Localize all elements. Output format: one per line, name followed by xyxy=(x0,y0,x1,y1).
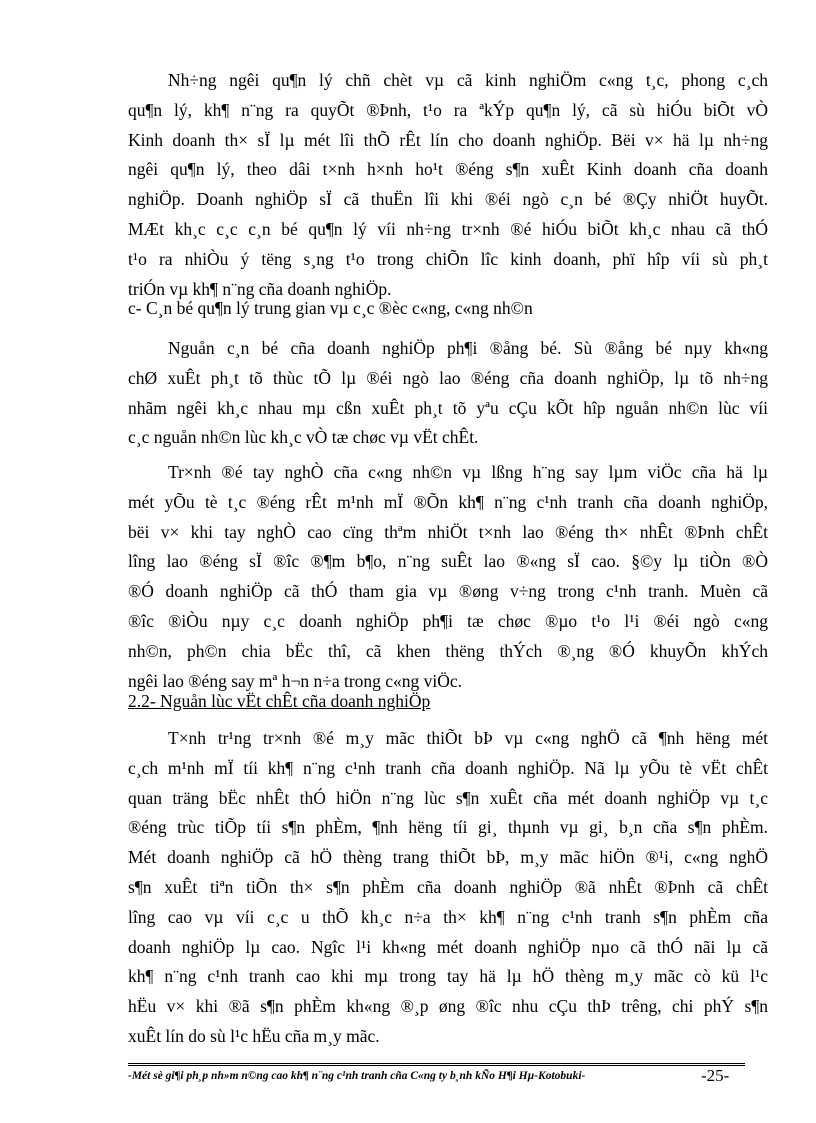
page-number: -25- xyxy=(701,1066,730,1085)
text-line: ®Ó doanh nghiÖp cã thÓ tham gia vµ ®øng v÷ng trong c¹nh tranh. Muèn cã xyxy=(128,581,768,602)
paragraph-worker-skills xyxy=(128,458,768,696)
text-line: nh©n, ph©n chia bËc thî, cã khen thëng thÝch ®¸ng ®Ó khuyÕn khÝch xyxy=(128,640,768,661)
text-line: ®îc ®iÒu nµy c¸c doanh nghiÖp ph¶i tæ chøc ®µo t¹o l¹i ®éi ngò c«ng xyxy=(128,610,768,631)
text-line: Nguån c¸n bé cña doanh nghiÖp ph¶i ®ång bé. Sù ®ång bé nµy kh«ng xyxy=(168,338,768,358)
text-line: qu¶n lý, kh¶ n¨ng ra quyÕt ®Þnh, t¹o ra ªkÝp qu¶n lý, cã sù hiÓu biÕt vÒ xyxy=(128,99,768,120)
text-line: nghiÖp. Doanh nghiÖp sÏ cã thuËn lîi khi ®éi ngò c¸n bé ®Çy nhiÖt huyÕt. xyxy=(128,189,768,210)
text-line: c¸ch m¹nh mÏ tíi kh¶ n¨ng c¹nh tranh cña doanh nghiÖp. Nã lµ yÕu tè vËt chÊt xyxy=(128,757,768,778)
text-line: Mét doanh nghiÖp cã hÖ thèng trang thiÕt bÞ, m¸y mãc hiÖn ®¹i, c«ng nghÖ xyxy=(128,847,768,868)
text-line: t¹o ra nhiÒu ý tëng s¸ng t¹o trong chiÕn lîc kinh doanh, phï hîp víi sù ph¸t xyxy=(128,248,768,269)
text-line: bëi v× khi tay nghÒ cao cïng thªm nhiÖt t×nh lao ®éng th× nhÊt ®Þnh chÊt xyxy=(128,521,768,542)
footer-rule xyxy=(128,1063,745,1066)
text-line: chØ xuÊt ph¸t tõ thùc tÕ lµ ®éi ngò lao ®éng cña doanh nghiÖp, lµ tõ nh÷ng xyxy=(128,367,768,388)
text-line: Nh÷ng ngêi qu¶n lý chñ chèt vµ cã kinh nghiÖm c«ng t¸c, phong c¸ch xyxy=(168,70,768,90)
text-line: lîng cao vµ víi c¸c u thÕ kh¸c n÷a th× kh¶ n¨ng c¹nh tranh s¶n phÈm cña xyxy=(128,906,768,927)
text-line: triÓn vµ kh¶ n¨ng cña doanh nghiÖp. xyxy=(128,278,392,299)
paragraph-key-managers xyxy=(128,66,768,304)
text-line: doanh nghiÖp lµ cao. Ngîc l¹i kh«ng mét doanh nghiÖp nµo cã thÓ nãi lµ cã xyxy=(128,936,768,957)
text-line: quan träng bËc nhÊt thÓ hiÖn n¨ng lùc s¶n xuÊt cña mét doanh nghiÖp vµ t¸c xyxy=(128,787,768,808)
text-line: xuÊt lín do sù l¹c hËu cña m¸y mãc. xyxy=(128,1025,380,1046)
paragraph-staff-sync xyxy=(128,334,768,453)
text-line: Tr×nh ®é tay nghÒ cña c«ng nh©n vµ lßng h¨ng say lµm viÖc cña hä lµ xyxy=(168,462,768,482)
text-line: c¸c nguån nh©n lùc kh¸c vÒ tæ chøc vµ vËt chÊt. xyxy=(128,427,479,448)
text-line: nhãm ngêi kh¸c nhau mµ cßn xuÊt ph¸t tõ yªu cÇu kÕt hîp nguån nh©n lùc víi xyxy=(128,397,768,418)
text-line: Kinh doanh th× sÏ lµ mét lîi thÕ rÊt lín cho doanh nghiÖp. Bëi v× hä lµ nh÷ng xyxy=(128,129,768,150)
section-heading-c: c- C¸n bé qu¶n lý trung gian vµ c¸c ®èc c«ng, c«ng nh©n xyxy=(128,298,533,318)
text-line: lîng lao ®éng sÏ ®îc ®¶m b¶o, n¨ng suÊt lao ®«ng sÏ cao. §©y lµ tiÒn ®Ò xyxy=(128,551,768,572)
text-line: kh¶ n¨ng c¹nh tranh cao khi mµ trong tay hä lµ hÖ thèng m¸y mãc cò kü l¹c xyxy=(128,966,768,987)
paragraph-material-resources xyxy=(128,724,768,1052)
text-line: mét yÕu tè t¸c ®éng rÊt m¹nh mÏ ®Õn kh¶ n¨ng c¹nh tranh cña doanh nghiÖp, xyxy=(128,491,768,512)
text-line: ®éng trùc tiÕp tíi s¶n phÈm, ¶nh hëng tíi gi¸ thµnh vµ gi¸ b¸n cña s¶n phÈm. xyxy=(128,817,768,838)
text-line: ngêi lao ®éng say mª h¬n n÷a trong c«ng viÖc. xyxy=(128,670,463,691)
section-heading-2-2: 2.2- Nguån lùc vËt chÊt cña doanh nghiÖp xyxy=(128,691,431,711)
text-line: MÆt kh¸c c¸c c¸n bé qu¶n lý víi nh÷ng tr×nh ®é hiÓu biÕt kh¸c nhau cã thÓ xyxy=(128,218,768,239)
text-line: hËu v× khi ®ã s¶n phÈm kh«ng ®¸p øng ®îc nhu cÇu thÞ trêng, chi phÝ s¶n xyxy=(128,996,768,1017)
footer-title: -Mét sè gi¶i ph¸p nh»m n©ng cao kh¶ n¨ng c¹nh tranh cña C«ng ty b¸nh kÑo H¶i Hµ-Kotobuki- xyxy=(128,1070,586,1082)
text-line: T×nh tr¹ng tr×nh ®é m¸y mãc thiÕt bÞ vµ c«ng nghÖ cã ¶nh hëng mét xyxy=(168,728,768,748)
text-line: s¶n xuÊt tiªn tiÕn th× s¶n phÈm cña doanh nghiÖp ®ã nhÊt ®Þnh cã chÊt xyxy=(128,876,768,897)
text-line: ngêi qu¶n lý, theo dâi t×nh h×nh ho¹t ®éng s¶n xuÊt Kinh doanh cña doanh xyxy=(128,159,768,180)
